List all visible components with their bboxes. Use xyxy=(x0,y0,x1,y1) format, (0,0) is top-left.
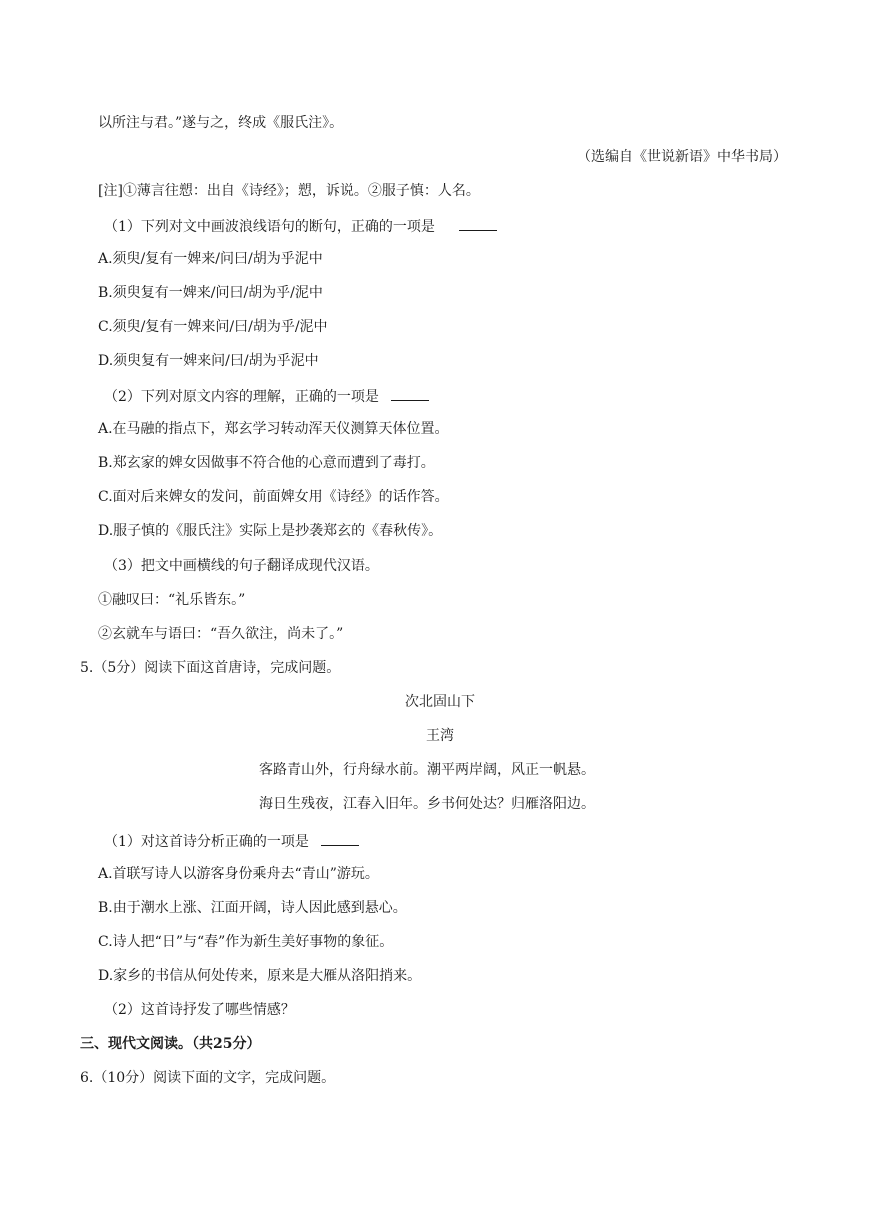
passage-continuation: 以所注与君。”遂与之，终成《服氏注》。 xyxy=(98,115,344,131)
q4-sub2-option-c: C.面对后来婢女的发问，前面婢女用《诗经》的话作答。 xyxy=(98,489,449,505)
q5-header: 5.（5分）阅读下面这首唐诗，完成问题。 xyxy=(80,660,341,676)
q4-sub1-option-c: C.须臾/复有一婢来问/曰/胡为乎/泥中 xyxy=(98,319,328,335)
q4-sub1-text: （1）下列对文中画波浪线语句的断句，正确的一项是 xyxy=(104,219,435,235)
q4-sub3-item-1: ①融叹曰：“礼乐皆东。” xyxy=(98,592,246,608)
q6-header: 6.（10分）阅读下面的文字，完成问题。 xyxy=(80,1070,336,1086)
q4-sub1-option-d: D.须臾复有一婢来问/曰/胡为乎泥中 xyxy=(98,353,319,369)
q4-sub2-option-a: A.在马融的指点下，郑玄学习转动浑天仪测算天体位置。 xyxy=(98,421,449,437)
q4-sub2-option-d: D.服子慎的《服氏注》实际上是抄袭郑玄的《春秋传》。 xyxy=(98,523,443,539)
q4-sub2-prompt xyxy=(104,386,429,406)
q5-sub1-option-c: C.诗人把“日”与“春”作为新生美好事物的象征。 xyxy=(98,934,394,950)
q5-sub2-prompt: （2）这首诗抒发了哪些情感？ xyxy=(104,1002,295,1018)
q5-sub1-option-a: A.首联写诗人以游客身份乘舟去“青山”游玩。 xyxy=(98,866,379,882)
q5-sub1-text: （1）对这首诗分析正确的一项是 xyxy=(104,834,309,850)
q4-sub2-option-b: B.郑玄家的婢女因做事不符合他的心意而遭到了毒打。 xyxy=(98,455,435,471)
poem-line-2: 海日生残夜，江春入旧年。乡书何处达？归雁洛阳边。 xyxy=(259,796,595,812)
q5-sub1-option-d: D.家乡的书信从何处传来，原来是大雁从洛阳捎来。 xyxy=(98,968,422,984)
q5-sub1-option-b: B.由于潮水上涨、江面开阔，诗人因此感到悬心。 xyxy=(98,900,407,916)
poem-line-1: 客路青山外，行舟绿水前。潮平两岸阔，风正一帆悬。 xyxy=(259,762,595,778)
q4-sub1-prompt xyxy=(104,216,497,236)
q4-sub1-option-a: A.须臾/复有一婢来/问曰/胡为乎泥中 xyxy=(98,251,323,267)
answer-blank xyxy=(321,831,359,846)
q5-sub1-prompt xyxy=(104,831,359,851)
poem-author: 王湾 xyxy=(426,728,454,744)
section-heading: 三、现代文阅读。（共25分） xyxy=(80,1036,261,1052)
annotation-note: [注]①薄言往愬：出自《诗经》；愬，诉说。②服子慎：人名。 xyxy=(98,183,480,199)
q4-sub3-item-2: ②玄就车与语曰：“吾久欲注，尚未了。” xyxy=(98,626,344,642)
answer-blank xyxy=(459,216,497,231)
source-citation: （选编自《世说新语》中华书局） xyxy=(577,149,787,165)
q4-sub3-prompt: （3）把文中画横线的句子翻译成现代汉语。 xyxy=(104,558,379,574)
q4-sub1-option-b: B.须臾复有一婢来/问曰/胡为乎/泥中 xyxy=(98,285,323,301)
answer-blank xyxy=(391,386,429,401)
q4-sub2-text: （2）下列对原文内容的理解，正确的一项是 xyxy=(104,389,379,405)
poem-title: 次北固山下 xyxy=(405,694,475,710)
